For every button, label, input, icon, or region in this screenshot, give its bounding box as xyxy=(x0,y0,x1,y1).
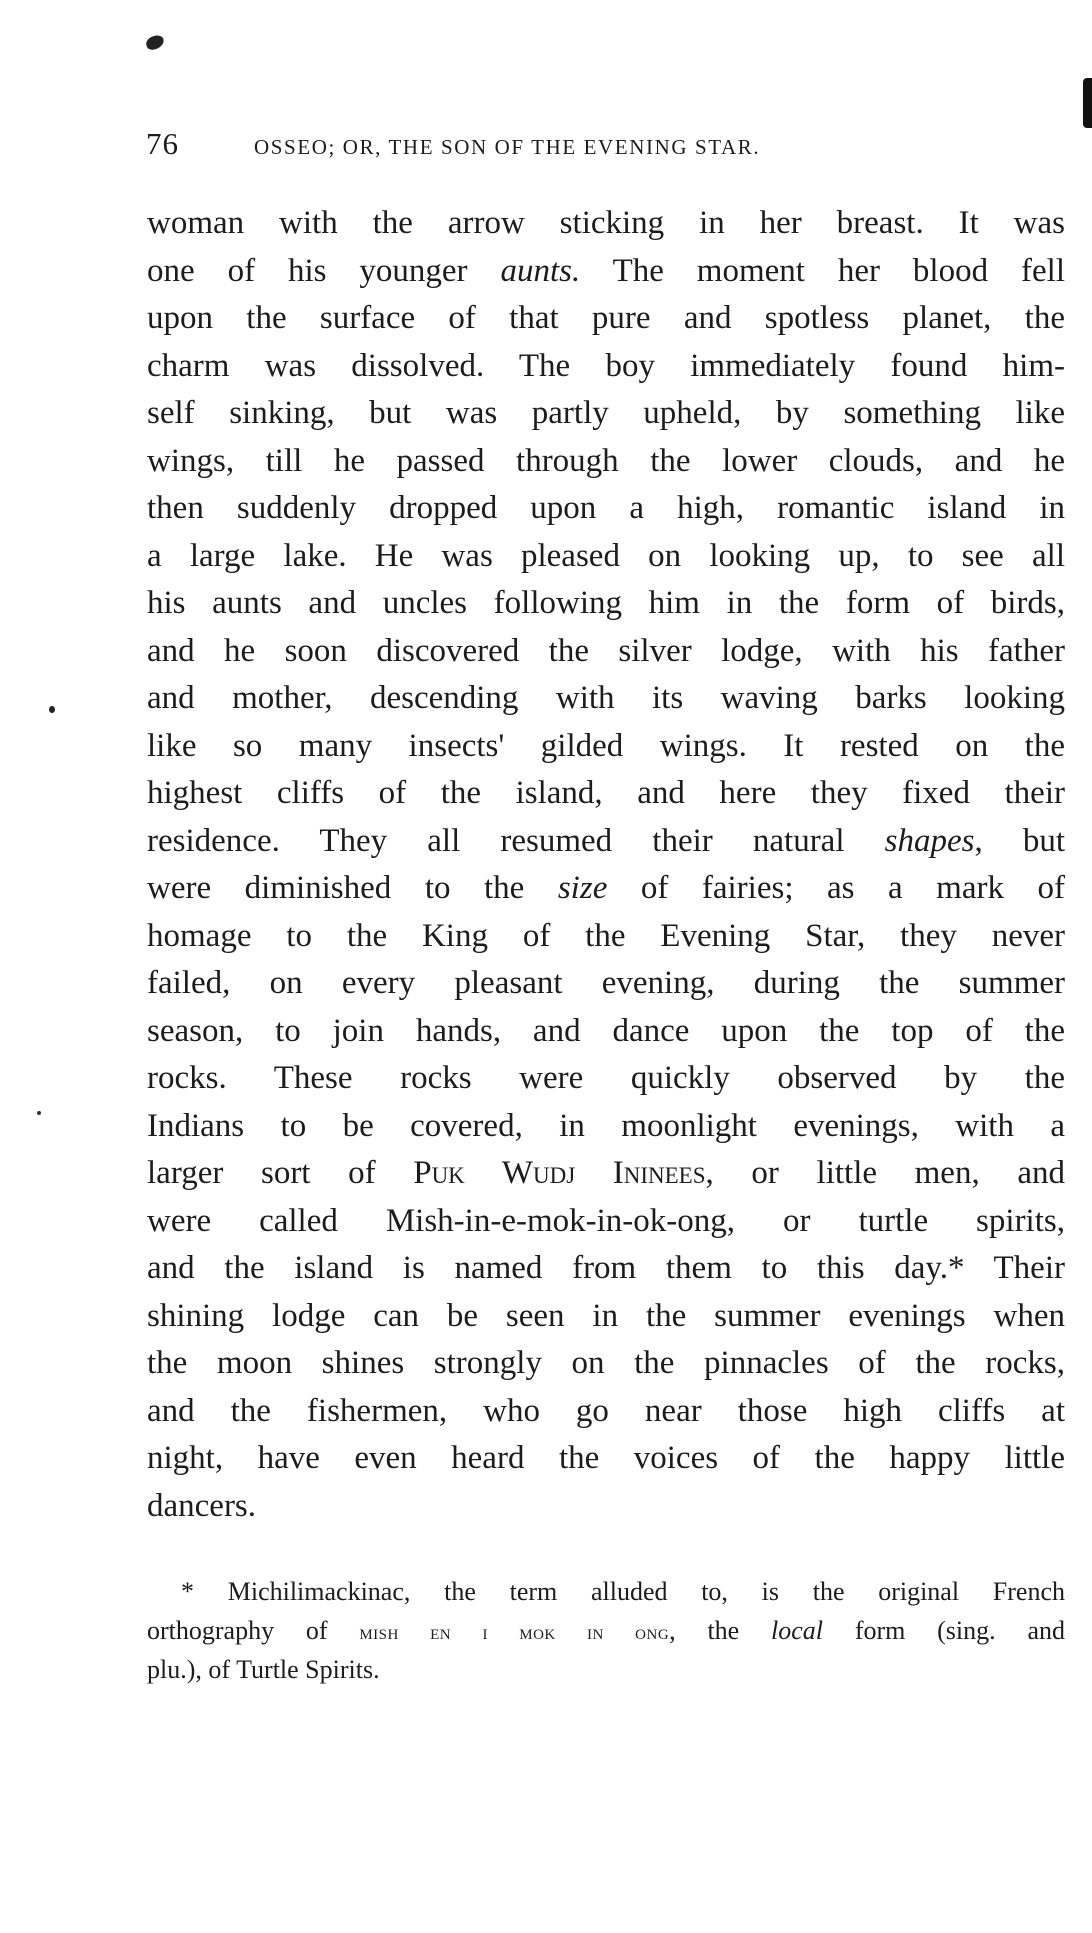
text-line: and the island is named from them to this day.* Their xyxy=(147,1250,1065,1286)
text-line: self sinking, but was partly upheld, by something like xyxy=(147,395,1065,431)
text-line: and the fishermen, who go near those high cliffs at xyxy=(147,1392,1065,1429)
text-line: like so many insects' gilded wings. It rested on the xyxy=(147,727,1065,764)
text-line: Indians to be covered, in moonlight evenings, with a xyxy=(147,1107,1065,1144)
text-line: upon the surface of that pure and spotless planet, the xyxy=(147,300,1065,336)
italic-word: local xyxy=(771,1616,824,1645)
text-line: homage to the King of the Evening Star, they never xyxy=(147,917,1065,954)
text-line: and mother, descending with its waving barks looking xyxy=(147,680,1065,716)
body-text xyxy=(147,200,1065,1530)
italic-word: shapes xyxy=(884,822,975,859)
text-line: residence. They all resumed their natural shapes, but xyxy=(147,822,1066,859)
text-line: larger sort of Puk Wudj Ininees, or little men, and xyxy=(147,1155,1065,1191)
text-line: wings, till he passed through the lower clouds, and he xyxy=(147,442,1065,479)
text-line: one of his younger aunts. The moment her blood fell xyxy=(147,252,1065,289)
margin-speck xyxy=(37,1111,41,1115)
text-line: his aunts and uncles following him in the form of birds, xyxy=(147,585,1065,621)
footnote-line: * Michilimackinac, the term alluded to, is the original French xyxy=(181,1577,1065,1606)
italic-word: aunts. xyxy=(500,252,581,289)
footnote xyxy=(147,1572,1065,1689)
italic-word: size xyxy=(557,870,608,906)
text-line: charm was dissolved. The boy immediately found him- xyxy=(147,347,1065,384)
text-line: failed, on every pleasant evening, during the summer xyxy=(147,965,1065,1001)
text-line: then suddenly dropped upon a high, romantic island in xyxy=(147,490,1065,526)
text-line: dancers. xyxy=(147,1487,257,1524)
small-caps-phrase: mish en i mok in ong xyxy=(359,1619,670,1644)
ink-blot xyxy=(144,34,165,52)
text-line: woman with the arrow sticking in her breast. It was xyxy=(147,205,1065,241)
page-edge-mark xyxy=(1083,78,1092,128)
margin-speck xyxy=(49,706,55,713)
text-line: were called Mish-in-e-mok-in-ok-ong, or turtle spirits, xyxy=(147,1202,1065,1239)
footnote-line: plu.), of Turtle Spirits. xyxy=(147,1655,380,1684)
running-head xyxy=(146,124,1066,164)
small-caps-phrase: Puk Wudj Ininees xyxy=(413,1155,706,1191)
text-line: season, to join hands, and dance upon the top of the xyxy=(147,1012,1065,1049)
text-line: a large lake. He was pleased on looking up, to see all xyxy=(147,537,1065,574)
page-number: 76 xyxy=(146,126,179,161)
text-line: rocks. These rocks were quickly observed by the xyxy=(147,1060,1065,1096)
footnote-line: orthography of mish en i mok in ong, the local form (sing. and xyxy=(147,1616,1065,1645)
text-line: and he soon discovered the silver lodge, with his father xyxy=(147,632,1065,669)
text-line: highest cliffs of the island, and here they fixed their xyxy=(147,775,1065,811)
text-line: the moon shines strongly on the pinnacles of the rocks, xyxy=(147,1345,1065,1381)
text-line: night, have even heard the voices of the happy little xyxy=(147,1440,1065,1476)
running-head-title: OSSEO; OR, THE SON OF THE EVENING STAR. xyxy=(254,135,761,159)
text-line: were diminished to the size of fairies; as a mark of xyxy=(147,870,1065,906)
text-line: shining lodge can be seen in the summer evenings when xyxy=(147,1297,1065,1334)
